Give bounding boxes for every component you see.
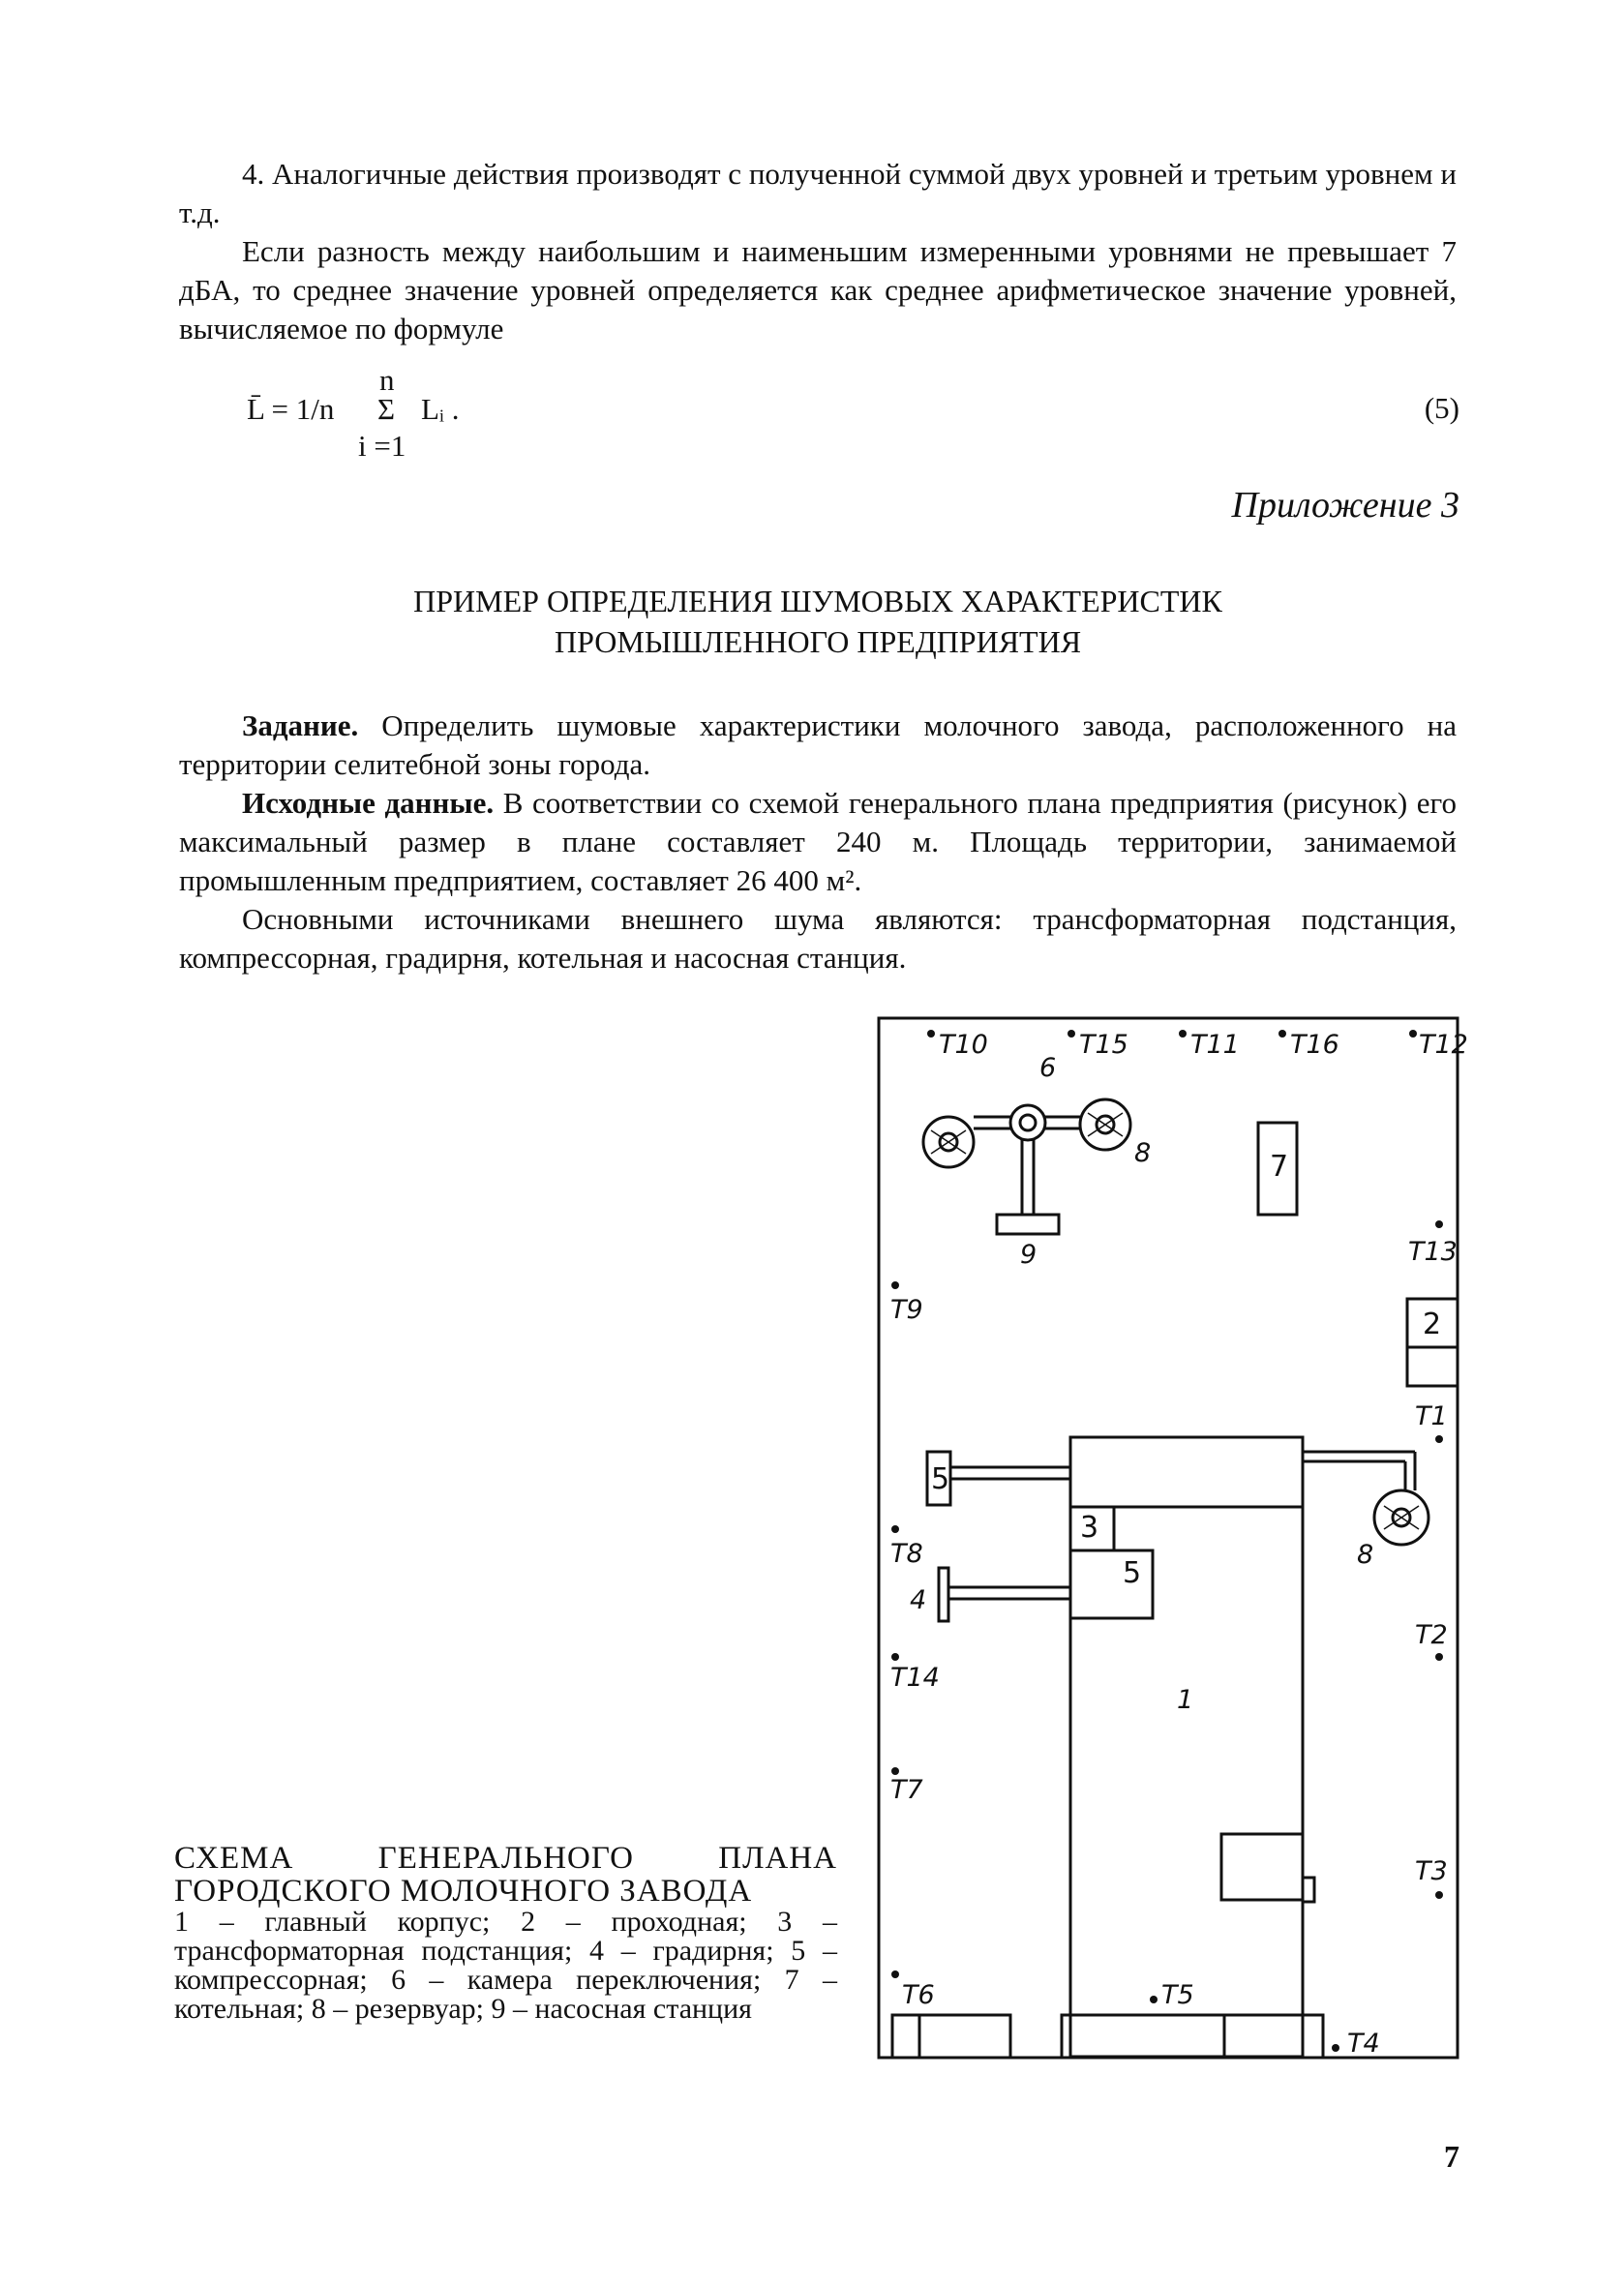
point-label-t9: T9 <box>890 1295 923 1325</box>
main-annex <box>1221 1834 1303 1900</box>
main-stairs <box>1303 1878 1314 1902</box>
bottom-building-left <box>892 2015 1010 2058</box>
label-building-3: 3 <box>1080 1511 1099 1545</box>
bottom-building-center <box>1062 2015 1323 2058</box>
appendix-label: Приложение 3 <box>1231 485 1459 526</box>
point-label-t7: T7 <box>890 1775 923 1805</box>
formula-sum-sign: Σ <box>377 392 396 426</box>
formula-sum-lower: i =1 <box>358 429 406 463</box>
point-label-t3: T3 <box>1415 1856 1448 1886</box>
building-6-switch-chamber <box>1010 1105 1045 1140</box>
heading-line-2: ПРОМЫШЛЕННОГО ПРЕДПРИЯТИЯ <box>554 624 1082 659</box>
point-label-t5: T5 <box>1161 1980 1194 2010</box>
initial-lead: Исходные данные. <box>242 786 495 820</box>
heading-line-1: ПРИМЕР ОПРЕДЕЛЕНИЯ ШУМОВЫХ ХАРАКТЕРИСТИК <box>413 584 1222 618</box>
label-building-5-left: 5 <box>931 1462 950 1496</box>
label-building-2: 2 <box>1423 1308 1442 1341</box>
label-building-8-top: 8 <box>1134 1138 1152 1168</box>
building-9-pump-station <box>997 1215 1059 1234</box>
point-label-t8: T8 <box>890 1539 923 1569</box>
paragraph-average-rule: Если разность между наибольшим и наименьшим измеренными уровнями не превышает 7 дБА, то среднее значение уровней определяется как среднее арифметическое значение уровней, вычисляемое по формуле <box>179 234 1457 346</box>
initial-text: В соответствии со схемой генерального плана предприятия (рисунок) его максимальный размер в плане составляет 240 м. Площадь территории, занимаемой промышленным предприятием, составляет 26 400 м². <box>179 786 1457 897</box>
paragraph-noise-sources: Основными источниками внешнего шума являются: трансформаторная подстанция, компрессорная, градирня, котельная и насосная станция. <box>179 902 1457 975</box>
building-1-main <box>1070 1437 1303 2057</box>
formula-term: Lᵢ . <box>421 392 460 426</box>
point-label-t14: T14 <box>890 1663 940 1693</box>
point-label-t15: T15 <box>1079 1030 1128 1060</box>
point-label-t1: T1 <box>1415 1401 1448 1431</box>
task-text: Определить шумовые характеристики молочного завода, расположенного на территории селитебной зоны города. <box>179 708 1457 781</box>
label-building-1: 1 <box>1177 1685 1194 1715</box>
label-building-7: 7 <box>1270 1150 1289 1184</box>
point-label-t10: T10 <box>939 1030 988 1060</box>
label-building-5-inner: 5 <box>1123 1556 1142 1590</box>
equation-number: (5) <box>1424 391 1459 425</box>
figure-caption <box>174 1842 837 2024</box>
formula-lhs: L̄ = 1/n <box>247 392 335 426</box>
label-building-9: 9 <box>1020 1240 1038 1270</box>
page-number: 7 <box>1444 2139 1459 2174</box>
point-label-t4: T4 <box>1347 2029 1380 2059</box>
point-label-t11: T11 <box>1190 1030 1240 1060</box>
building-4-cooling-tower <box>939 1568 948 1621</box>
point-label-t13: T13 <box>1408 1237 1458 1267</box>
building-2-annex <box>1407 1347 1458 1386</box>
point-label-t2: T2 <box>1415 1620 1448 1650</box>
label-building-6: 6 <box>1039 1053 1057 1083</box>
formula-sum-upper: n <box>379 363 395 397</box>
label-building-4: 4 <box>910 1585 927 1615</box>
caption-legend: 1 – главный корпус; 2 – проходная; 3 – трансформаторная подстанция; 4 – градирня; 5 – компрессорная; 6 – камера переключения; 7 – котельная; 8 – резервуар; 9 – насосная станция <box>174 1906 837 2025</box>
label-building-8-right: 8 <box>1357 1540 1374 1570</box>
task-lead: Задание. <box>242 708 359 742</box>
caption-title: СХЕМА ГЕНЕРАЛЬНОГО ПЛАНА ГОРОДСКОГО МОЛОЧНОГО ЗАВОДА <box>174 1841 837 1909</box>
paragraph-step-4: 4. Аналогичные действия производят с полученной суммой двух уровней и третьим уровнем и т.д. <box>179 157 1457 229</box>
point-label-t12: T12 <box>1419 1030 1468 1060</box>
point-label-t16: T16 <box>1290 1030 1339 1060</box>
site-boundary <box>879 1018 1458 2058</box>
point-label-t6: T6 <box>902 1980 935 2010</box>
